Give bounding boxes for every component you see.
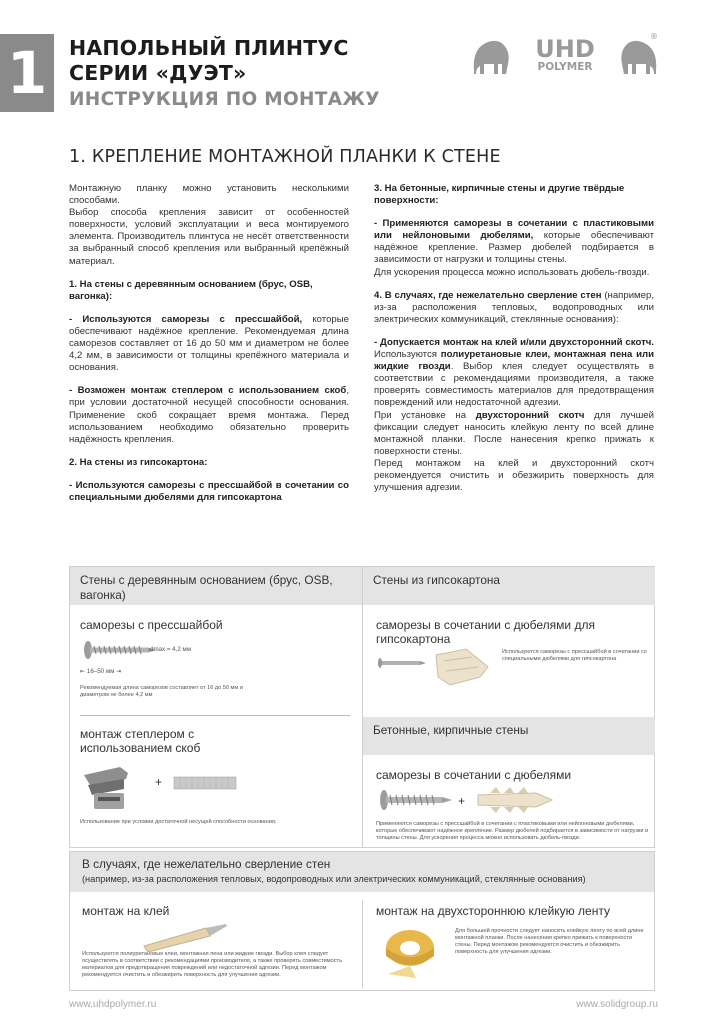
footer-website-uhd[interactable]: www.uhdpolymer.ru xyxy=(69,999,157,1010)
heading-wood xyxy=(69,279,349,303)
tape-note: Для большей прочности следует наносить клейкую ленту по всей длине монтажной планки. После нанесения крепко прижать к поверхности стены. Перед монтажом рекомендуется очистить и обезжирить поверхность для улучшения адгезии. xyxy=(455,928,644,955)
logo-text-uhd: UHD xyxy=(535,35,595,63)
wood-walls-header: Стены с деревянным основанием (брус, OSB, вагонка) xyxy=(70,567,362,605)
uhd-polymer-logo xyxy=(470,30,660,80)
logo-text-polymer: POLYMER xyxy=(537,61,593,73)
drywall-note: Используются саморезы с прессшайбой в сочетании со специальными дюбелями для гипсокартона xyxy=(502,649,647,662)
paragraph-tape-bold: двухсторонний скотч xyxy=(475,409,585,421)
paragraph-tape-text-2: для лучшей фиксации следует наносить клейкую ленту по всей длине монтажной планки. После нанесения крепко прижать к поверхности стены. xyxy=(374,409,654,457)
paragraph-press-washer-bold: - Используются саморезы с прессшайбой, xyxy=(69,313,303,325)
title-line-2: СЕРИИ «ДУЭТ» xyxy=(69,61,247,85)
heading-concrete-text: 3. На бетонные, кирпичные стены и другие твёрдые поверхности: xyxy=(374,183,625,207)
tape-title: монтаж на двухстороннюю клейкую ленту xyxy=(376,904,610,918)
title-line-1: НАПОЛЬНЫЙ ПЛИНТУС xyxy=(69,36,349,60)
paragraph-concrete xyxy=(374,218,654,266)
drywall-screw-dowel-icon xyxy=(376,647,492,697)
paragraph-dowel-nails: Для ускорения процесса можно использовать дюбель-гвозди. xyxy=(374,266,650,278)
paragraph-tape xyxy=(374,410,654,458)
double-sided-tape-icon xyxy=(380,924,444,980)
paragraph-stapler xyxy=(69,385,349,445)
section-number-tab: 1 xyxy=(0,34,54,112)
glue-title: монтаж на клей xyxy=(82,904,170,918)
heading-no-drilling-bold: 4. В случаях, где нежелательно сверление стен xyxy=(374,289,602,301)
stapler-title: монтаж степлером с использованием скоб xyxy=(80,727,201,755)
heading-no-drilling-text: (например, из-за расположения тепловых, водопроводных или электрических коммуникаций, стеклянные основания): xyxy=(374,289,654,325)
mounting-methods-panel xyxy=(69,566,655,848)
paragraph-press-washer-text: которые обеспечивают надёжное крепление. Рекомендуемая длина саморезов составляет от 16 до 50 мм и диаметром не более 4,2 мм, в зависимости от толщины крепёжного материала и основания. xyxy=(69,313,349,374)
paragraph-drywall-bold: - Используются саморезы с прессшайбой в сочетании со специальными дюбелями для гипсокартона xyxy=(69,479,349,503)
glue-note: Используются полиуретановые клеи, монтажная пена или жидкие гвозди. Выбор клея следует осуществлять в соответствии с рекомендациями производителя, а также проверять совместимость материалов для предотвращения повреждений или недостаточной адгезии. Перед монтажом рекомендуется очистить и обезжирить поверхность для улучшения адгезии. xyxy=(82,951,342,978)
heading-drywall-text: 2. На стены из гипсокартона: xyxy=(69,456,208,468)
paragraph-stapler-text: , при условии достаточной несущей способности основания. Применение скоб сокращает время монтажа. Перед использованием необходимо обязательно проверить надёжность крепления. xyxy=(69,385,349,445)
paragraph-glue-text-1: Используются xyxy=(374,349,441,361)
section-title: 1. КРЕПЛЕНИЕ МОНТАЖНОЙ ПЛАНКИ К СТЕНЕ xyxy=(69,147,501,167)
logo-registered-mark: ® xyxy=(650,32,658,41)
drywall-header: Стены из гипсокартона xyxy=(363,567,655,605)
paragraph-concrete-bold: - Применяются саморезы в сочетании с пластиковыми или нейлоновыми дюбелями, xyxy=(374,218,654,242)
concrete-header: Бетонные, кирпичные стены xyxy=(363,717,655,755)
length-label xyxy=(80,668,121,675)
heading-no-drilling xyxy=(374,290,654,326)
footer-website-solidgroup[interactable]: www.solidgroup.ru xyxy=(576,999,658,1010)
paragraph-glue xyxy=(374,337,654,410)
page-title xyxy=(69,36,459,86)
no-drilling-panel xyxy=(69,851,655,991)
intro-paragraph-2: Выбор способа крепления зависит от особенностей поверхности, условий эксплуатации и веса монтируемого элемента. Производитель плинтуса не несёт ответственности за выбранный способ крепления или выбранный крепёжный материал. xyxy=(69,207,349,267)
staples-icon xyxy=(172,774,238,792)
paragraph-glue-bold-1: монтаж на клей и/или двухсторонний скотч. xyxy=(442,336,655,348)
right-text-column xyxy=(374,183,654,494)
diameter-label: dmax = 4,2 мм xyxy=(150,646,192,653)
stapler-note: Использование при условии достаточной несущей способности основания. xyxy=(80,819,277,825)
press-washer-screw-title: саморезы с прессшайбой xyxy=(80,618,223,632)
no-drilling-header-subtitle: (например, из-за расположения тепловых, водопроводных или электрических коммуникаций, стеклянные основания) xyxy=(82,874,586,884)
paragraph-drywall xyxy=(69,480,349,504)
wood-section-divider xyxy=(80,715,350,716)
concrete-screw-icon xyxy=(376,787,456,813)
heading-wood-text: 1. На стены с деревянным основанием (брус, OSB, вагонка): xyxy=(69,278,313,302)
concrete-screws-title: саморезы в сочетании с дюбелями xyxy=(376,768,572,782)
paragraph-stapler-bold: - Возможен монтаж степлером с использованием скоб xyxy=(69,385,347,397)
plus-sign-concrete: + xyxy=(458,794,466,808)
press-washer-note: Рекомендуемая длина саморезов составляет от 16 до 50 мм и диаметром не более 4,2 мм xyxy=(80,685,243,698)
no-drilling-header xyxy=(70,852,654,892)
length-arrow-left-icon: ⇤ xyxy=(80,668,87,675)
heading-concrete xyxy=(374,183,654,207)
length-label-text: 16–50 мм xyxy=(86,668,115,675)
panel-divider xyxy=(362,567,363,847)
stapler-icon xyxy=(80,763,138,813)
heading-drywall xyxy=(69,457,349,469)
length-arrow-right-icon: ⇥ xyxy=(114,668,122,675)
plus-sign-wood: + xyxy=(155,775,163,789)
paragraph-glue-bold-2: полиуретановые клеи, монтажная пена или жидкие гвозди xyxy=(374,349,654,373)
paragraph-press-washer xyxy=(69,314,349,374)
paragraph-glue-text-2: . Выбор клея следует осуществлять в соответствии с рекомендациями производителя, а также проверять совместимость материалов для предотвращения повреждений или недостаточной адгезии. xyxy=(374,361,654,409)
left-text-column xyxy=(69,183,349,504)
paragraph-degrease: Перед монтажом на клей и двухсторонний скотч рекомендуется очистить и обезжирить поверхность для улучшения адгезии. xyxy=(374,457,654,494)
paragraph-tape-text-1: При установке на xyxy=(374,409,476,421)
paragraph-concrete-text: которые обеспечивают надёжное крепление. Размер дюбелей подбирается в зависимости от нагрузки и толщины стены. xyxy=(374,230,655,266)
intro-paragraph-1: Монтажную планку можно установить несколькими способами. xyxy=(69,183,349,207)
glue-tube-icon xyxy=(140,922,230,952)
press-washer-screw-icon xyxy=(80,639,160,661)
page-subtitle: ИНСТРУКЦИЯ ПО МОНТАЖУ xyxy=(69,89,380,110)
plastic-dowel-icon xyxy=(476,785,556,815)
drywall-screws-title: саморезы в сочетании с дюбелями для гипсокартона xyxy=(376,618,595,646)
concrete-note: Применяются саморезы с прессшайбой в сочетании с пластиковыми или нейлоновыми дюбелями, которые обеспечивают надёжное крепление. Размер дюбелей подбирается в зависимости от нагрузки и толщины стены. Для ускорения процесса можно использовать дюбель-гвозди. xyxy=(376,821,649,841)
no-drilling-header-title: В случаях, где нежелательно сверление стен xyxy=(82,857,331,871)
bottom-panel-divider xyxy=(362,900,363,988)
paragraph-glue-dash: - Допускается xyxy=(374,336,443,348)
